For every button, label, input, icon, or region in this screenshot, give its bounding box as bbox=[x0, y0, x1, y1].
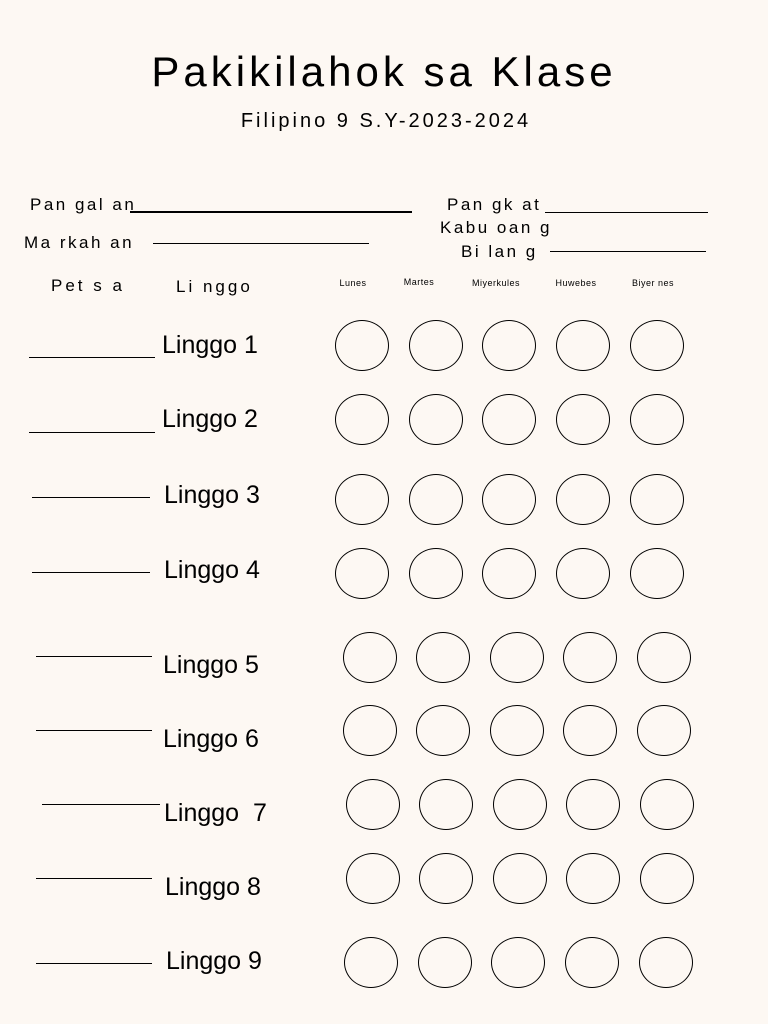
attendance-circle-week-4-lunes[interactable] bbox=[335, 548, 389, 599]
attendance-circle-week-6-martes[interactable] bbox=[416, 705, 470, 756]
week-label-8: Linggo 8 bbox=[165, 873, 261, 901]
bilang-label: Bi lan g bbox=[461, 242, 538, 261]
attendance-circle-week-5-huwebes[interactable] bbox=[563, 632, 617, 683]
attendance-circle-week-4-miyerkules[interactable] bbox=[482, 548, 536, 599]
attendance-circle-week-8-miyerkules[interactable] bbox=[493, 853, 547, 904]
attendance-circle-week-3-biyernes[interactable] bbox=[630, 474, 684, 525]
attendance-circle-week-1-huwebes[interactable] bbox=[556, 320, 610, 371]
petsa-line-week-7[interactable] bbox=[42, 804, 160, 805]
kabuoang-label: Kabu oan g bbox=[440, 218, 552, 237]
page-subtitle: Filipino 9 S.Y-2023-2024 bbox=[240, 110, 532, 132]
week-label-6: Linggo 6 bbox=[163, 725, 259, 753]
day-header-lunes: Lunes bbox=[339, 278, 367, 288]
attendance-circle-week-7-lunes[interactable] bbox=[346, 779, 400, 830]
attendance-circle-week-4-martes[interactable] bbox=[409, 548, 463, 599]
petsa-line-week-9[interactable] bbox=[36, 963, 152, 964]
attendance-circle-week-6-biyernes[interactable] bbox=[637, 705, 691, 756]
attendance-circle-week-9-biyernes[interactable] bbox=[639, 937, 693, 988]
attendance-circle-week-9-lunes[interactable] bbox=[344, 937, 398, 988]
attendance-circle-week-6-lunes[interactable] bbox=[343, 705, 397, 756]
kabuoang-bilang-line[interactable] bbox=[550, 251, 706, 252]
week-label-9: Linggo 9 bbox=[166, 947, 262, 975]
attendance-circle-week-7-biyernes[interactable] bbox=[640, 779, 694, 830]
page-title: Pakikilahok sa Klase bbox=[151, 48, 617, 95]
attendance-circle-week-5-lunes[interactable] bbox=[343, 632, 397, 683]
pangalan-label: Pan gal an bbox=[30, 195, 137, 214]
attendance-circle-week-9-huwebes[interactable] bbox=[565, 937, 619, 988]
attendance-circle-week-1-martes[interactable] bbox=[409, 320, 463, 371]
attendance-circle-week-5-biyernes[interactable] bbox=[637, 632, 691, 683]
attendance-circle-week-7-miyerkules[interactable] bbox=[493, 779, 547, 830]
attendance-circle-week-1-biyernes[interactable] bbox=[630, 320, 684, 371]
attendance-circle-week-3-lunes[interactable] bbox=[335, 474, 389, 525]
attendance-circle-week-6-miyerkules[interactable] bbox=[490, 705, 544, 756]
week-label-5: Linggo 5 bbox=[163, 651, 259, 679]
attendance-circle-week-3-miyerkules[interactable] bbox=[482, 474, 536, 525]
attendance-circle-week-2-martes[interactable] bbox=[409, 394, 463, 445]
week-label-4: Linggo 4 bbox=[164, 556, 260, 584]
attendance-circle-week-2-huwebes[interactable] bbox=[556, 394, 610, 445]
day-header-martes: Martes bbox=[403, 277, 435, 287]
pangkat-label: Pan gk at bbox=[447, 195, 542, 214]
attendance-circle-week-8-lunes[interactable] bbox=[346, 853, 400, 904]
attendance-circle-week-8-biyernes[interactable] bbox=[640, 853, 694, 904]
attendance-circle-week-9-miyerkules[interactable] bbox=[491, 937, 545, 988]
week-label-7: Linggo 7 bbox=[164, 799, 267, 827]
pangkat-line[interactable] bbox=[545, 212, 708, 213]
attendance-circle-week-5-martes[interactable] bbox=[416, 632, 470, 683]
attendance-circle-week-4-huwebes[interactable] bbox=[556, 548, 610, 599]
attendance-circle-week-8-martes[interactable] bbox=[419, 853, 473, 904]
petsa-line-week-1[interactable] bbox=[29, 357, 155, 358]
petsa-line-week-8[interactable] bbox=[36, 878, 152, 879]
attendance-circle-week-5-miyerkules[interactable] bbox=[490, 632, 544, 683]
markahan-label: Ma rkah an bbox=[24, 233, 135, 252]
petsa-line-week-5[interactable] bbox=[36, 656, 152, 657]
week-label-2: Linggo 2 bbox=[162, 405, 258, 433]
attendance-circle-week-6-huwebes[interactable] bbox=[563, 705, 617, 756]
petsa-header: Pet s a bbox=[51, 276, 125, 295]
day-header-miyerkules: Miyerkules bbox=[471, 278, 520, 288]
petsa-line-week-6[interactable] bbox=[36, 730, 152, 731]
petsa-line-week-4[interactable] bbox=[32, 572, 150, 573]
attendance-circle-week-2-lunes[interactable] bbox=[335, 394, 389, 445]
attendance-circle-week-2-miyerkules[interactable] bbox=[482, 394, 536, 445]
linggo-header: Li nggo bbox=[176, 277, 253, 296]
day-header-biyernes: Biyer nes bbox=[631, 278, 675, 288]
attendance-circle-week-3-huwebes[interactable] bbox=[556, 474, 610, 525]
attendance-circle-week-7-huwebes[interactable] bbox=[566, 779, 620, 830]
attendance-circle-week-1-lunes[interactable] bbox=[335, 320, 389, 371]
attendance-circle-week-2-biyernes[interactable] bbox=[630, 394, 684, 445]
week-label-3: Linggo 3 bbox=[164, 481, 260, 509]
attendance-circle-week-3-martes[interactable] bbox=[409, 474, 463, 525]
attendance-circle-week-4-biyernes[interactable] bbox=[630, 548, 684, 599]
week-label-1: Linggo 1 bbox=[162, 331, 258, 359]
petsa-line-week-3[interactable] bbox=[32, 497, 150, 498]
day-header-huwebes: Huwebes bbox=[555, 278, 597, 288]
attendance-circle-week-7-martes[interactable] bbox=[419, 779, 473, 830]
markahan-line[interactable] bbox=[153, 243, 369, 244]
petsa-line-week-2[interactable] bbox=[29, 432, 155, 433]
pangalan-line[interactable] bbox=[130, 211, 412, 213]
attendance-circle-week-9-martes[interactable] bbox=[418, 937, 472, 988]
attendance-circle-week-8-huwebes[interactable] bbox=[566, 853, 620, 904]
attendance-circle-week-1-miyerkules[interactable] bbox=[482, 320, 536, 371]
